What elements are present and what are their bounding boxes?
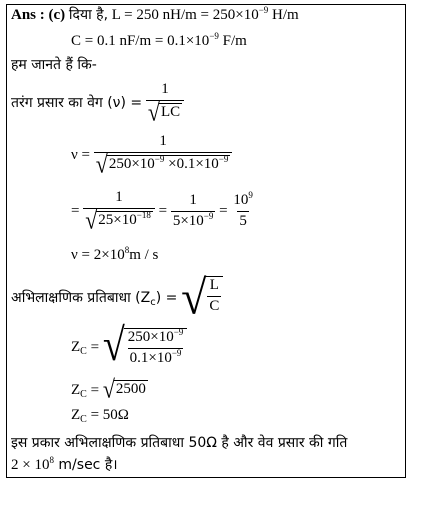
impedance-step2: $Z_C$ = √ 2500 <box>71 374 146 404</box>
velocity-formula <box>11 82 184 125</box>
conclusion-line-2: $2 \times 10^8$ m/sec है। <box>11 455 118 473</box>
impedance-label: अभिलाक्षणिक प्रतिबाधा $(Z_c)$ = <box>11 290 178 309</box>
conclusion-line-1: इस प्रकार अभिलाक्षणिक प्रतिबाधा 50Ω है और वेव प्रसार की गति <box>11 435 348 451</box>
answer-box <box>6 4 406 478</box>
answer-label: Ans : (c) <box>11 7 66 23</box>
velocity-result: $\nu = 2\times 10^8m / s$ <box>71 245 159 263</box>
velocity-step1: ν = 1 √ $250\times 10^{-9} \times 0.1\times 10^{-9}$ <box>71 134 232 177</box>
velocity-fraction: 1 √ LC <box>146 82 184 125</box>
impedance-step1: $Z_C$ = √ $\frac{250\times 10^{-9}}{0.1\times 10^{-9}}$ <box>71 328 187 368</box>
capacitance-value: C = 0.1 $nF/m = 0.1\times 10^{-9}$ F/m <box>71 31 247 49</box>
sqrt-l-over-c: √ $\frac{L}{C}$ <box>181 276 223 322</box>
given-line-C <box>71 31 247 49</box>
impedance-result: $Z_C = 50\Omega$ <box>71 407 129 425</box>
velocity-step2: = 1 √ $25\times 10^{-18}$ = $\frac{1}{5\times 10^{-9}}$ = $\frac{10^9}{5}$ <box>71 189 253 234</box>
sqrt-lc: √ LC <box>147 97 181 126</box>
known-text: हम जानते हैं कि- <box>11 57 97 73</box>
velocity-label: तरंग प्रसार का वेग (ν) = <box>11 94 143 111</box>
inductance-value: L = 250 $nH/m = 250\times 10^{-9}$ H/m <box>111 5 299 23</box>
impedance-formula <box>11 270 223 325</box>
given-line-L <box>11 5 299 23</box>
given-text: दिया है, <box>68 7 109 23</box>
